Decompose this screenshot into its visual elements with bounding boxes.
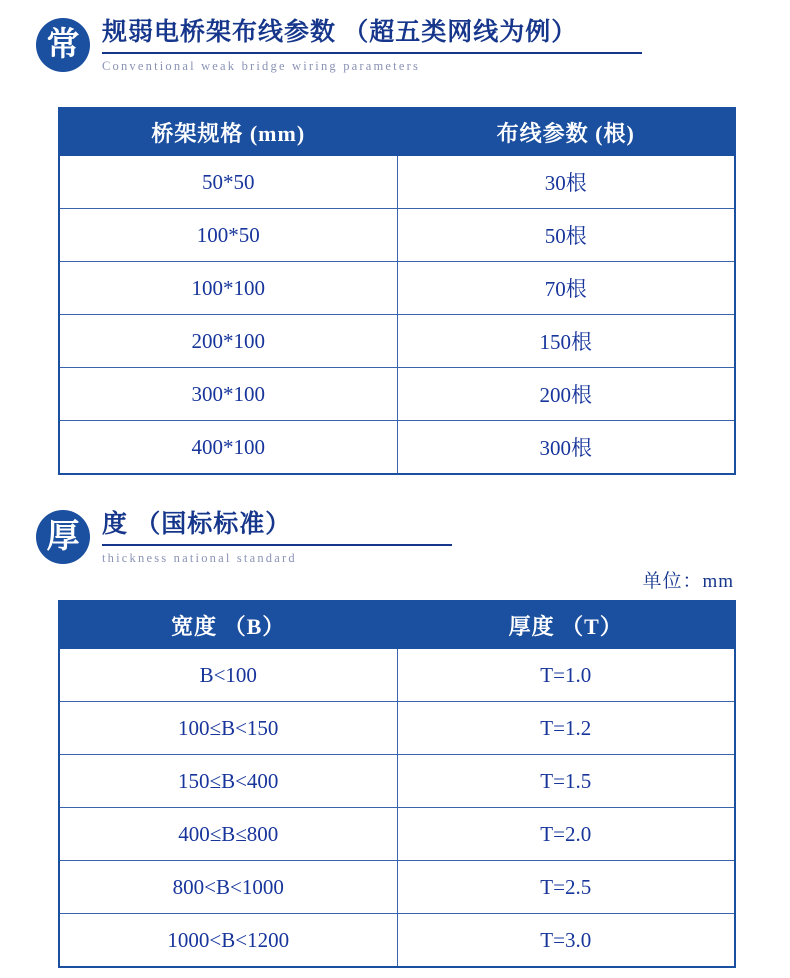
cell-thickness: T=1.5 [397, 755, 735, 808]
header-divider [102, 544, 452, 546]
section-title-cn: 度 （国标标准） [102, 511, 292, 538]
section-header-text [102, 508, 452, 566]
cell-thickness: T=1.2 [397, 702, 735, 755]
cell-count: 200根 [397, 368, 735, 421]
cell-count: 70根 [397, 262, 735, 315]
table-row [59, 755, 735, 808]
cell-spec: 100*100 [59, 262, 397, 315]
section-badge-chang: 常 [36, 18, 90, 72]
thickness-standard-table [58, 600, 736, 968]
cell-count: 150根 [397, 315, 735, 368]
section-header-text [102, 16, 642, 74]
table-row [59, 368, 735, 421]
column-header-count: 布线参数 (根) [397, 108, 735, 156]
cell-count: 50根 [397, 209, 735, 262]
table-row [59, 421, 735, 475]
cell-spec: 100*50 [59, 209, 397, 262]
section-title-en: thickness national standard [102, 551, 297, 565]
cell-width: 1000<B<1200 [59, 914, 397, 968]
cell-spec: 200*100 [59, 315, 397, 368]
cell-thickness: T=2.0 [397, 808, 735, 861]
cell-count: 30根 [397, 156, 735, 209]
cell-spec: 400*100 [59, 421, 397, 475]
table-row [59, 156, 735, 209]
table-row [59, 649, 735, 702]
wiring-parameters-table [58, 107, 736, 475]
cell-thickness: T=1.0 [397, 649, 735, 702]
table-row [59, 914, 735, 968]
section-title-en: Conventional weak bridge wiring parameters [102, 59, 421, 73]
table-header-row [59, 108, 735, 156]
section-header-thickness [36, 508, 452, 566]
cell-width: 150≤B<400 [59, 755, 397, 808]
cell-spec: 50*50 [59, 156, 397, 209]
cell-width: B<100 [59, 649, 397, 702]
table-row [59, 315, 735, 368]
cell-width: 800<B<1000 [59, 861, 397, 914]
cell-spec: 300*100 [59, 368, 397, 421]
table-row [59, 702, 735, 755]
cell-thickness: T=2.5 [397, 861, 735, 914]
table-row [59, 808, 735, 861]
table-row [59, 861, 735, 914]
cell-width: 400≤B≤800 [59, 808, 397, 861]
section-title-cn: 规弱电桥架布线参数 （超五类网线为例） [102, 19, 578, 46]
table-row [59, 209, 735, 262]
table-row [59, 262, 735, 315]
cell-width: 100≤B<150 [59, 702, 397, 755]
section-badge-hou: 厚 [36, 510, 90, 564]
column-header-width: 宽度 （B） [59, 601, 397, 649]
column-header-spec: 桥架规格 (mm) [59, 108, 397, 156]
section-header-wiring [36, 16, 642, 74]
column-header-thickness: 厚度 （T） [397, 601, 735, 649]
unit-note: 单位：mm [642, 571, 734, 592]
cell-count: 300根 [397, 421, 735, 475]
cell-thickness: T=3.0 [397, 914, 735, 968]
table-header-row [59, 601, 735, 649]
header-divider [102, 52, 642, 54]
